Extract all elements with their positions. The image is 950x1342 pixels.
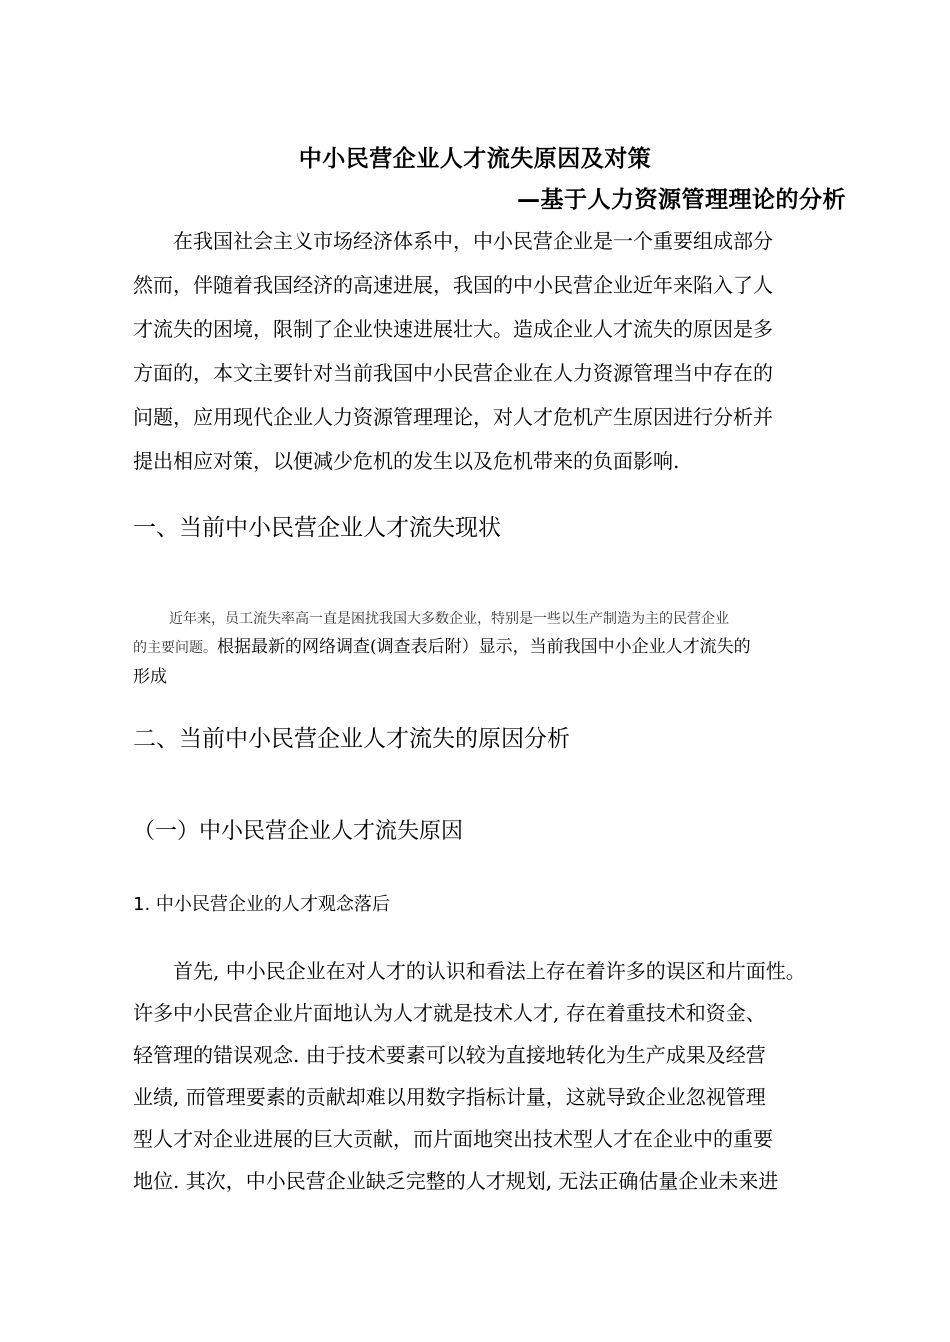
intro-line: 在我国社会主义市场经济体系中，中小民营企业是一个重要组成部分 — [173, 229, 773, 253]
status-line: 近年来，员工流失率高一直是困扰我国大多数企业，特别是一些以生产制造为主的民营企业 — [169, 611, 729, 627]
item-line: 轻管理的错误观念. 由于技术要素可以较为直接地转化为生产成果及经营 — [133, 1043, 766, 1067]
item-line: 型人才对企业进展的巨大贡献，而片面地突出技术型人才在企业中的重要 — [133, 1127, 773, 1151]
status-line-large: 根据最新的网络调查(调查表后附）显示，当前我国中小企业人才流失的 — [217, 637, 751, 657]
intro-line: 方面的，本文主要针对当前我国中小民营企业在人力资源管理当中存在的 — [133, 361, 773, 385]
item-heading: 1. 中小民营企业的人才观念落后 — [133, 894, 390, 915]
intro-line: 问题，应用现代企业人力资源管理理论，对人才危机产生原因进行分析并 — [133, 405, 773, 429]
status-line-small: 的主要问题。 — [133, 640, 217, 656]
intro-line: 才流失的困境，限制了企业快速进展壮大。造成企业人才流失的原因是多 — [133, 317, 773, 341]
status-line — [133, 633, 845, 662]
section-heading-status: 一、当前中小民营企业人才流失现状 — [133, 515, 501, 541]
status-line: 形成 — [133, 667, 167, 687]
section-heading-causes: 二、当前中小民营企业人才流失的原因分析 — [133, 726, 570, 752]
item-paragraph — [133, 950, 845, 1202]
intro-line: 提出相应对策，以便减少危机的发生以及危机带来的负面影响. — [133, 449, 680, 473]
item-line: 业绩, 而管理要素的贡献却难以用数字指标计量，这就导致企业忽视管理 — [133, 1085, 766, 1109]
intro-line: 然而，伴随着我国经济的高速进展，我国的中小民营企业近年来陷入了人 — [133, 273, 773, 297]
item-line: 首先, 中小民企业在对人才的认识和看法上存在着许多的误区和片面性。 — [173, 959, 806, 983]
document-subtitle: —基于人力资源管理理论的分析 — [517, 187, 846, 213]
intro-paragraph — [133, 219, 845, 483]
subsection-heading: （一）中小民营企业人才流失原因 — [133, 819, 464, 844]
item-line: 许多中小民营企业片面地认为人才就是技术人才, 存在着重技术和资金、 — [133, 1001, 766, 1025]
document-title: 中小民营企业人才流失原因及对策 — [298, 146, 652, 172]
status-paragraph — [133, 606, 845, 692]
item-line: 地位. 其次，中小民营企业缺乏完整的人才规划, 无法正确估量企业未来进 — [133, 1169, 779, 1193]
